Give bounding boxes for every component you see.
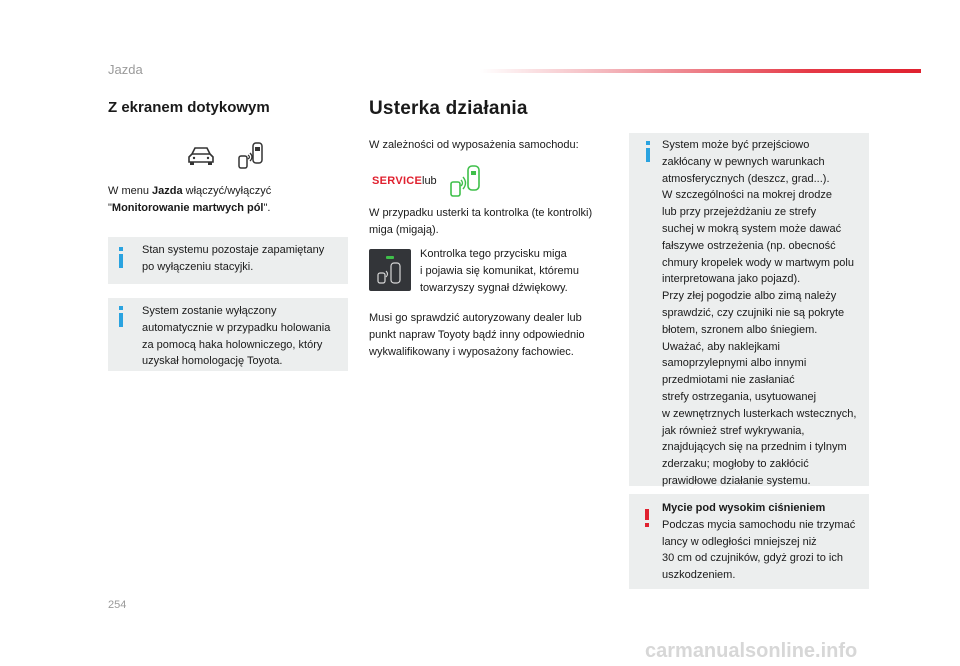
dealer-check-text: Musi go sprawdzić autoryzowany dealer lub punkt napraw Toyoty bądź inny odpowiednio wykwalifikowany i wyposażony fachowiec. <box>369 312 585 358</box>
blind-spot-indicator-icon <box>446 164 484 200</box>
car-outline-icon <box>186 143 216 167</box>
blind-spot-button-icon <box>369 249 411 291</box>
info-icon <box>112 247 126 269</box>
blind-spot-monitor-icon <box>235 141 265 171</box>
or-label: lub <box>422 175 437 187</box>
info-box-weather: System może być przejściowo zakłócany w pewnych warunkach atmosferycznych (deszcz, grad...). W szczególności na mokrej drodze lub przy przejeżdżaniu ze strefy suchej w mokrą system może dawać fałszywe ostrzeżenia (np. obecność chmury kropelek wody w martwym polu interpretowana jako pojazd). Przy złej pogodzie albo zimą należy sprawdzić, czy czujniki nie są pokryte błotem, szronem albo śniegiem. Uważać, aby naklejkami samoprzylepnymi albo innymi przedmiotami nie zasłaniać strefy ostrzegania, usytuowanej w zewnętrznych lusterkach wstecznych, jak również stref wykrywania, znajdujących się na przednim i tylnym zderzaku; mogłoby to zakłócić prawidłowe działanie systemu. <box>629 133 869 486</box>
info-icon <box>639 141 653 163</box>
fault-text: W przypadku usterki ta kontrolka (te kontrolki) miga (migają). <box>369 207 593 236</box>
header-accent-line <box>480 69 921 73</box>
equipment-intro: W zależności od wyposażenia samochodu: <box>369 139 579 151</box>
menu-instruction: W menu Jazda włączyć/wyłączyć "Monitorowanie martwych pól". <box>108 185 272 214</box>
warning-icon <box>635 502 649 528</box>
touchscreen-heading: Z ekranem dotykowym <box>108 99 270 116</box>
button-indicator-text: Kontrolka tego przycisku miga i pojawia się komunikat, któremu towarzyszy sygnał dźwiękowy. <box>420 248 579 294</box>
fault-heading: Usterka działania <box>369 98 528 119</box>
section-title: Jazda <box>108 62 143 77</box>
watermark: carmanualsonline.info <box>645 640 858 662</box>
info-box-towing: System zostanie wyłączony automatycznie w przypadku holowania za pomocą haka holowniczego, który uzyskał homologację Toyota. <box>108 298 348 371</box>
service-warning-icon: SERVICE <box>372 175 423 187</box>
warning-box-pressure-wash: Mycie pod wysokim ciśnieniem Podczas mycia samochodu nie trzymać lancy w odległości mniejszej niż 30 cm od czujników, gdyż grozi to ich uszkodzeniem. <box>629 494 869 589</box>
info-box-state-memory: Stan systemu pozostaje zapamiętany po wyłączeniu stacyjki. <box>108 237 348 284</box>
page-number: 254 <box>108 599 127 611</box>
info-icon <box>112 306 126 328</box>
